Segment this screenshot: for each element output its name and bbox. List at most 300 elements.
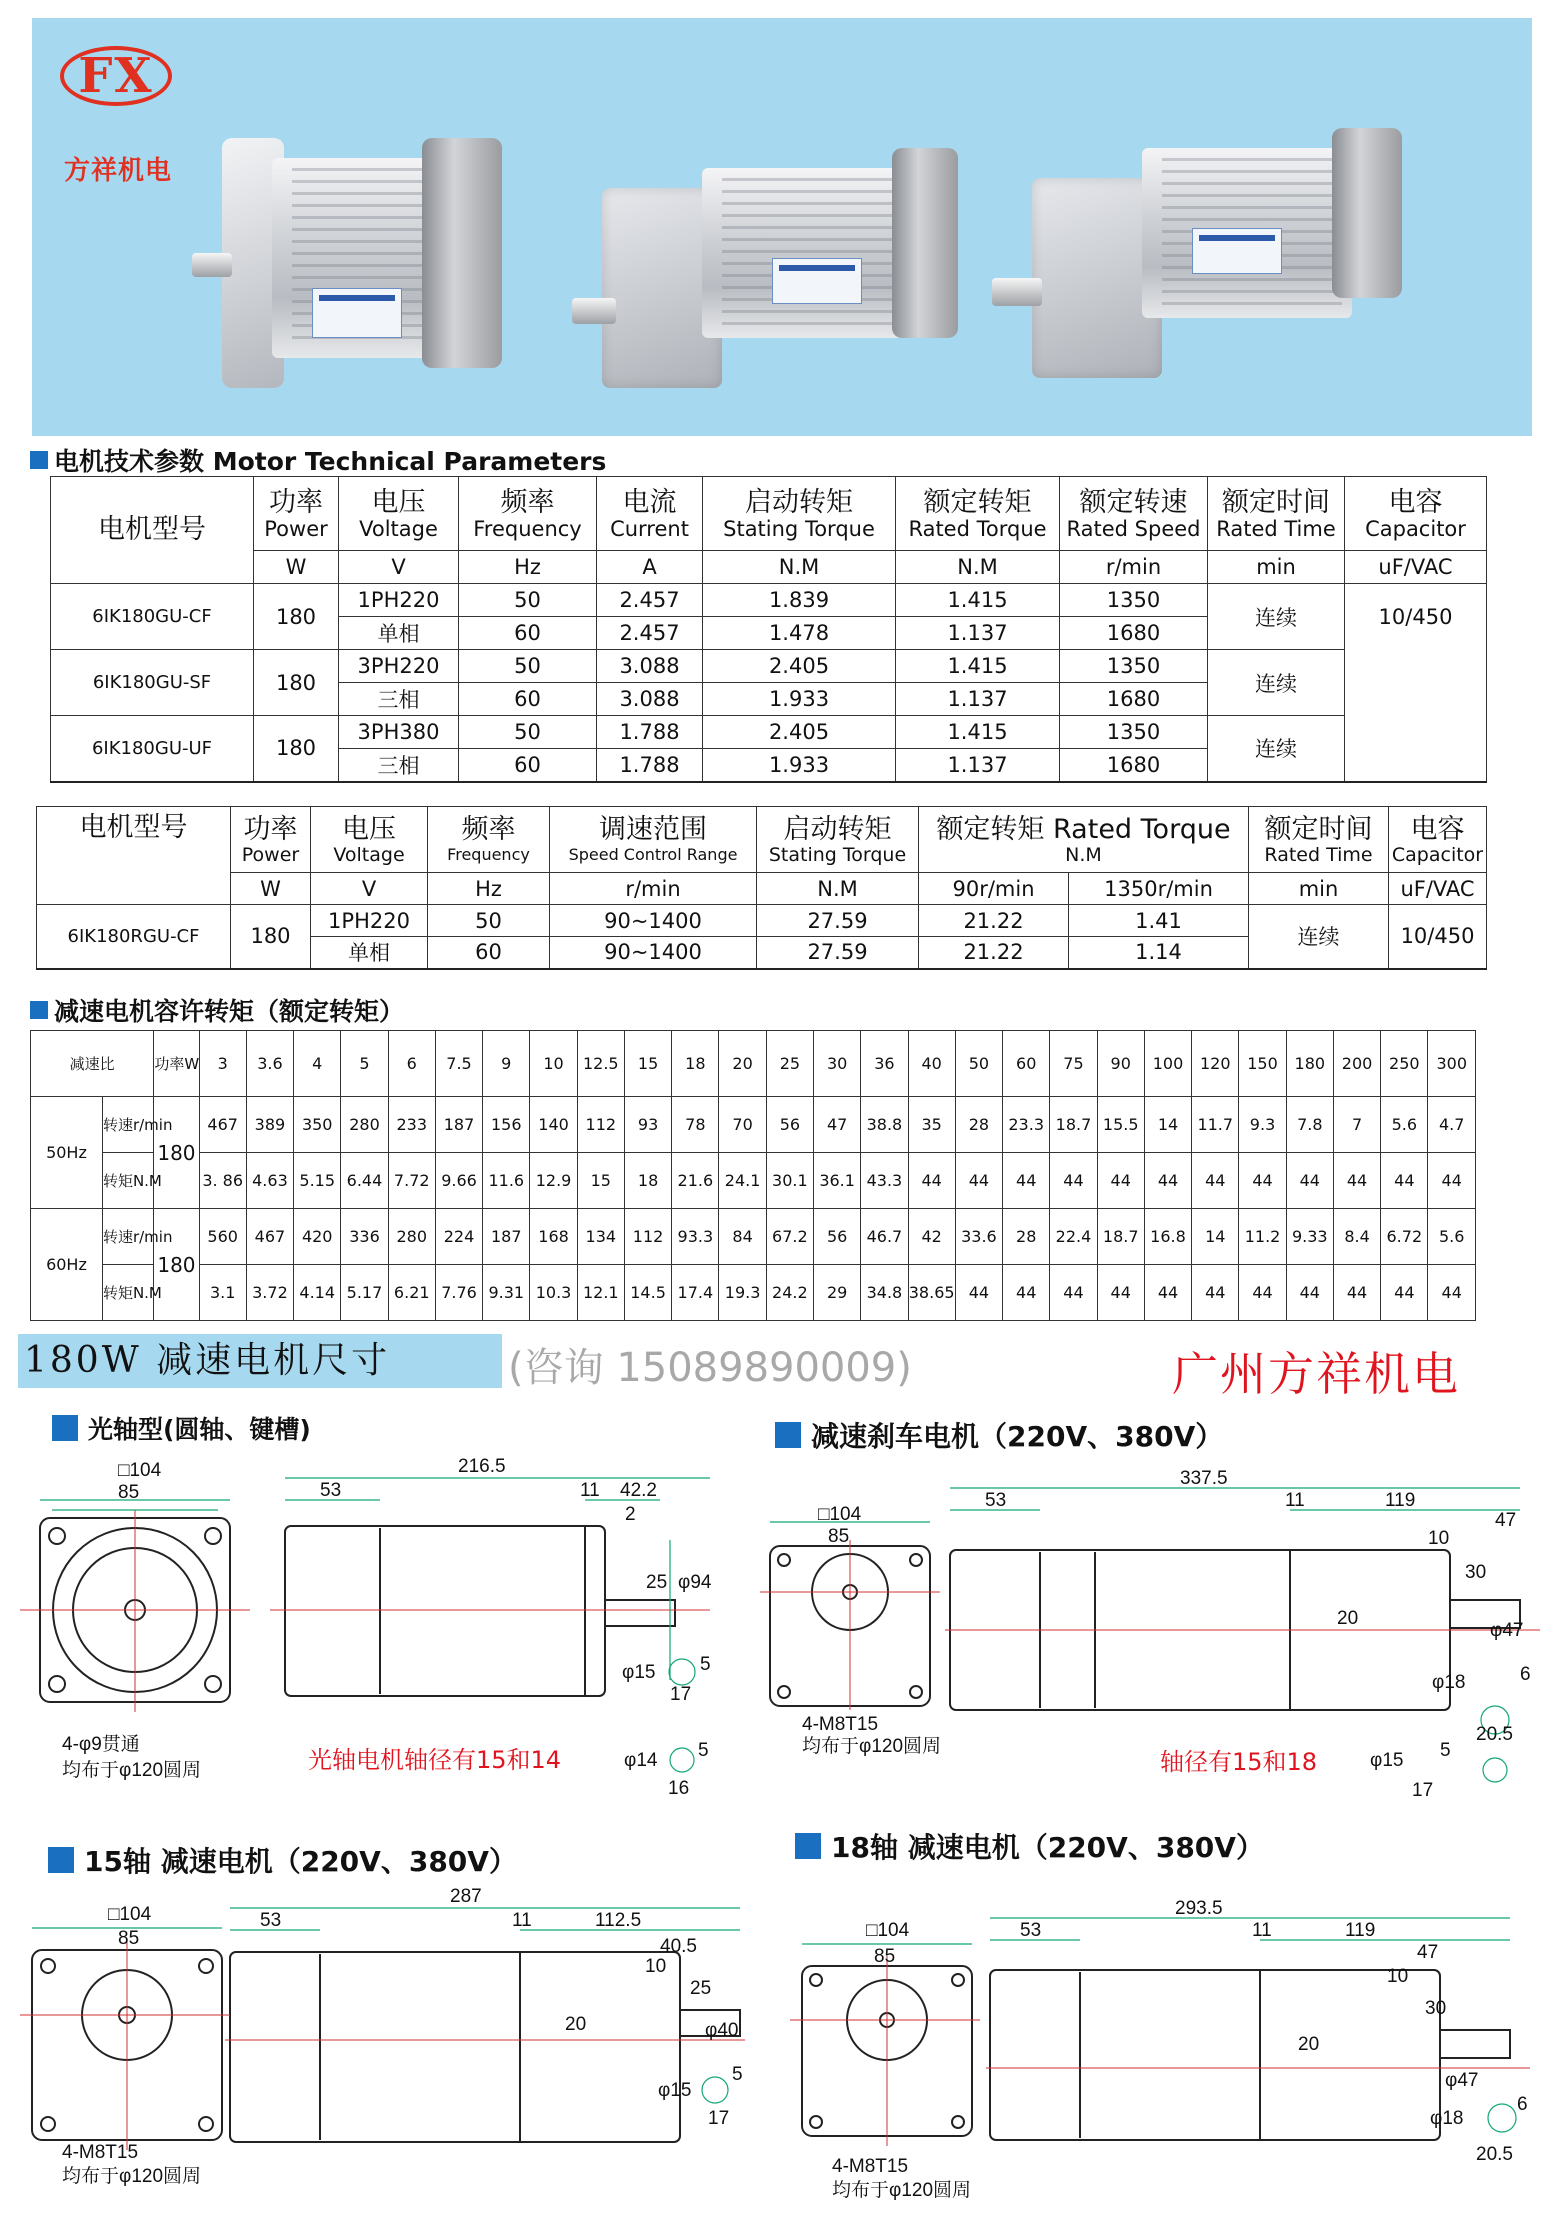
dim-label: 均布于φ120圆周 bbox=[802, 1736, 942, 1757]
unit-start-torque: N.M bbox=[703, 551, 896, 584]
dim-label: 4-M8T15 bbox=[832, 2156, 909, 2177]
torque-value: 10.3 bbox=[530, 1265, 577, 1321]
product-banner bbox=[32, 18, 1532, 436]
cap-cell bbox=[1345, 650, 1487, 716]
dim-label: 85 bbox=[118, 1482, 140, 1503]
ratio-cell: 40 bbox=[908, 1031, 955, 1097]
section-title-motor-params bbox=[30, 442, 606, 478]
speed-value: 156 bbox=[483, 1097, 530, 1153]
speed-label: 转速r/min bbox=[102, 1209, 153, 1265]
torque-value: 44 bbox=[1239, 1265, 1286, 1321]
speed-value: 140 bbox=[530, 1097, 577, 1153]
dim-label: 53 bbox=[1020, 1920, 1042, 1941]
speed-value: 467 bbox=[199, 1097, 246, 1153]
power-cell: 180 bbox=[254, 716, 339, 782]
th-ratio: 减速比 bbox=[31, 1031, 154, 1097]
speed-value: 112 bbox=[624, 1209, 671, 1265]
text-label: Voltage bbox=[333, 843, 405, 866]
speed-value: 4.7 bbox=[1428, 1097, 1476, 1153]
torque-value: 44 bbox=[1097, 1265, 1144, 1321]
table-cell: 21.22 bbox=[919, 937, 1069, 969]
torque-value: 44 bbox=[1192, 1265, 1239, 1321]
torque-value: 11.6 bbox=[483, 1153, 530, 1209]
dim-label: 119 bbox=[1385, 1490, 1416, 1511]
speed-value: 18.7 bbox=[1097, 1209, 1144, 1265]
time-cell: 连续 bbox=[1208, 650, 1345, 716]
dim-label: 10 bbox=[1428, 1528, 1450, 1549]
speed-value: 350 bbox=[294, 1097, 341, 1153]
power-cell: 180 bbox=[254, 584, 339, 650]
speed-value: 280 bbox=[341, 1097, 388, 1153]
table-cell: 2.457 bbox=[597, 617, 703, 650]
dim-label: 均布于φ120圆周 bbox=[62, 2166, 202, 2187]
text-label: 电流 bbox=[622, 486, 677, 518]
table-cell: Hz bbox=[428, 873, 550, 905]
text-label: 额定时间 bbox=[1222, 486, 1330, 518]
table-cell: 3PH380 bbox=[339, 716, 459, 749]
speed-value: 233 bbox=[388, 1097, 435, 1153]
ratio-cell: 9 bbox=[483, 1031, 530, 1097]
th-voltage bbox=[339, 477, 459, 551]
dim-label: 5 bbox=[1440, 1740, 1451, 1761]
power-cell: 180 bbox=[154, 1097, 199, 1209]
ratio-cell: 90 bbox=[1097, 1031, 1144, 1097]
torque-value: 18 bbox=[624, 1153, 671, 1209]
table-cell: 单相 bbox=[339, 617, 459, 650]
table-cell: N.M bbox=[757, 873, 919, 905]
speed-value: 28 bbox=[1003, 1209, 1050, 1265]
speed-value: 420 bbox=[294, 1209, 341, 1265]
unit-power: W bbox=[254, 551, 339, 584]
table-cell: 60 bbox=[428, 937, 550, 969]
text-label: 调速范围 bbox=[599, 813, 707, 845]
table-cell bbox=[1249, 807, 1389, 873]
text-label: Power bbox=[264, 516, 328, 541]
th-start-torque bbox=[703, 477, 896, 551]
ratio-cell: 250 bbox=[1381, 1031, 1428, 1097]
torque-value: 44 bbox=[1333, 1153, 1380, 1209]
torque-value: 44 bbox=[1003, 1153, 1050, 1209]
model-cell: 6IK180GU-SF bbox=[51, 650, 254, 716]
table-cell: 3.088 bbox=[597, 650, 703, 683]
torque-value: 44 bbox=[1003, 1265, 1050, 1321]
dim-label: 119 bbox=[1345, 1920, 1376, 1941]
speed-value: 67.2 bbox=[766, 1209, 813, 1265]
table-cell: 三相 bbox=[339, 683, 459, 716]
text-label: Capacitor bbox=[1391, 843, 1484, 866]
table-cell: 50 bbox=[459, 650, 597, 683]
company-name: 广州方祥机电 bbox=[1172, 1347, 1460, 1401]
table-cell: 1.839 bbox=[703, 584, 896, 617]
th-model: 电机型号 bbox=[51, 477, 254, 584]
motor-photo-gear-2 bbox=[992, 98, 1412, 398]
text-label: 15轴 减速电机（220V、380V） bbox=[84, 1845, 517, 1878]
table-cell: 60 bbox=[459, 617, 597, 650]
text-label: Stating Torque bbox=[768, 843, 907, 866]
dim-label: φ47 bbox=[1445, 2070, 1479, 2091]
table-cell: 10/450 bbox=[1389, 905, 1487, 969]
table-cell: 21.22 bbox=[919, 905, 1069, 937]
torque-value: 3.1 bbox=[199, 1265, 246, 1321]
speed-value: 18.7 bbox=[1050, 1097, 1097, 1153]
speed-value: 11.2 bbox=[1239, 1209, 1286, 1265]
dim-label: 20 bbox=[1298, 2034, 1320, 2055]
table-cell: 1.933 bbox=[703, 683, 896, 716]
dim-label: 42.2 bbox=[620, 1480, 657, 1501]
speed-value: 134 bbox=[577, 1209, 624, 1265]
speed-value: 5.6 bbox=[1381, 1097, 1428, 1153]
speed-value: 467 bbox=[246, 1209, 293, 1265]
table-cell: 90~1400 bbox=[550, 905, 757, 937]
dim-label: 11 bbox=[1285, 1490, 1305, 1511]
dim-label: φ94 bbox=[678, 1572, 712, 1593]
table-cell: 1.933 bbox=[703, 749, 896, 782]
ratio-cell: 6 bbox=[388, 1031, 435, 1097]
table-cell bbox=[428, 807, 550, 873]
speed-value: 280 bbox=[388, 1209, 435, 1265]
torque-value: 44 bbox=[1381, 1265, 1428, 1321]
table-cell: 1350 bbox=[1060, 716, 1208, 749]
torque-value: 21.6 bbox=[672, 1153, 719, 1209]
torque-value: 44 bbox=[1381, 1153, 1428, 1209]
dim-label: 85 bbox=[828, 1526, 850, 1547]
torque-value: 7.72 bbox=[388, 1153, 435, 1209]
torque-value: 15 bbox=[577, 1153, 624, 1209]
dim-label: 85 bbox=[118, 1928, 140, 1949]
table-cell: 1350 bbox=[1060, 650, 1208, 683]
table-cell: 1350 bbox=[1060, 584, 1208, 617]
table-cell: W bbox=[231, 873, 311, 905]
ratio-cell: 60 bbox=[1003, 1031, 1050, 1097]
torque-value: 44 bbox=[955, 1265, 1002, 1321]
torque-value: 44 bbox=[908, 1153, 955, 1209]
dim-label: 11 bbox=[580, 1480, 600, 1501]
dim-label: 53 bbox=[320, 1480, 342, 1501]
dim-label: □104 bbox=[866, 1920, 910, 1941]
speed-value: 56 bbox=[766, 1097, 813, 1153]
dim-label: 5 bbox=[698, 1740, 709, 1761]
text-label: 减速刹车电机（220V、380V） bbox=[811, 1420, 1224, 1453]
text-label: 功率 bbox=[243, 813, 298, 845]
section-title-allowable-torque bbox=[30, 992, 404, 1028]
dim-label: 53 bbox=[985, 1490, 1007, 1511]
dim-label: 293.5 bbox=[1175, 1898, 1223, 1919]
dim-label: □104 bbox=[108, 1904, 152, 1925]
speed-value: 93 bbox=[624, 1097, 671, 1153]
torque-value: 6.21 bbox=[388, 1265, 435, 1321]
text-label: 频率 bbox=[461, 813, 516, 845]
table-cell: 单相 bbox=[311, 937, 428, 969]
unit-voltage: V bbox=[339, 551, 459, 584]
cap-cell bbox=[1345, 716, 1487, 782]
text-label: Rated Torque bbox=[908, 516, 1047, 541]
ratio-cell: 12.5 bbox=[577, 1031, 624, 1097]
logo-text: FX bbox=[78, 48, 154, 104]
note-shaft-15-18: 轴径有15和18 bbox=[1160, 1748, 1318, 1776]
dim-label: 6 bbox=[1517, 2094, 1528, 2115]
power-cell: 180 bbox=[254, 650, 339, 716]
ratio-cell: 300 bbox=[1428, 1031, 1476, 1097]
table-cell bbox=[231, 807, 311, 873]
torque-label: 转矩N.M bbox=[102, 1153, 153, 1209]
dim-label: 6 bbox=[1520, 1664, 1531, 1685]
table-cell: 3.088 bbox=[597, 683, 703, 716]
unit-rated-time: min bbox=[1208, 551, 1345, 584]
unit-capacitor: uF/VAC bbox=[1345, 551, 1487, 584]
speed-value: 35 bbox=[908, 1097, 955, 1153]
table-cell: 90~1400 bbox=[550, 937, 757, 969]
table-cell bbox=[311, 807, 428, 873]
unit-frequency: Hz bbox=[459, 551, 597, 584]
ratio-cell: 75 bbox=[1050, 1031, 1097, 1097]
ratio-cell: 30 bbox=[814, 1031, 861, 1097]
torque-value: 44 bbox=[1050, 1153, 1097, 1209]
torque-value: 3. 86 bbox=[199, 1153, 246, 1209]
table-cell: 50 bbox=[459, 584, 597, 617]
unit-rated-torque: N.M bbox=[896, 551, 1060, 584]
drawing-title-18shaft bbox=[795, 1826, 1264, 1866]
logo-subtitle: 方祥机电 bbox=[64, 156, 173, 186]
torque-value: 12.1 bbox=[577, 1265, 624, 1321]
dim-label: 30 bbox=[1425, 1998, 1447, 2019]
ratio-cell: 120 bbox=[1192, 1031, 1239, 1097]
dim-label: φ15 bbox=[1370, 1750, 1404, 1771]
dim-label: 均布于φ120圆周 bbox=[832, 2180, 972, 2201]
speed-value: 16.8 bbox=[1144, 1209, 1191, 1265]
text-label: N.M bbox=[1065, 843, 1102, 866]
dim-label: 4-M8T15 bbox=[62, 2142, 139, 2163]
torque-value: 44 bbox=[1333, 1265, 1380, 1321]
text-label: Rated Time bbox=[1264, 843, 1373, 866]
dim-label: 5 bbox=[700, 1654, 711, 1675]
dim-label: φ14 bbox=[624, 1750, 658, 1771]
speed-value: 11.7 bbox=[1192, 1097, 1239, 1153]
speed-value: 47 bbox=[814, 1097, 861, 1153]
table-cell: 1.137 bbox=[896, 749, 1060, 782]
section-title-text: 减速电机容许转矩（额定转矩） bbox=[54, 997, 405, 1026]
speed-value: 56 bbox=[814, 1209, 861, 1265]
th-rated-speed bbox=[1060, 477, 1208, 551]
th2-model: 电机型号 bbox=[37, 807, 231, 905]
dim-label: φ18 bbox=[1430, 2108, 1464, 2129]
table-cell: 1.788 bbox=[597, 749, 703, 782]
speed-value: 187 bbox=[435, 1097, 482, 1153]
speed-value: 78 bbox=[672, 1097, 719, 1153]
dim-label: 85 bbox=[874, 1946, 896, 1967]
dim-label: 47 bbox=[1495, 1510, 1517, 1531]
dim-label: 337.5 bbox=[1180, 1468, 1228, 1489]
dim-label: 287 bbox=[450, 1886, 482, 1907]
drawing-18-shaft bbox=[790, 1890, 1540, 2220]
table-cell: 1350r/min bbox=[1069, 873, 1249, 905]
torque-value: 24.1 bbox=[719, 1153, 766, 1209]
dim-label: □104 bbox=[818, 1504, 862, 1525]
torque-value: 24.2 bbox=[766, 1265, 813, 1321]
section-square-icon bbox=[30, 451, 48, 469]
torque-value: 30.1 bbox=[766, 1153, 813, 1209]
dim-label: 25 bbox=[646, 1572, 668, 1593]
drawing-brake-motor bbox=[760, 1460, 1550, 1820]
th-power bbox=[254, 477, 339, 551]
power-cell: 180 bbox=[154, 1209, 199, 1321]
table-cell: 2.405 bbox=[703, 650, 896, 683]
speed-value: 5.6 bbox=[1428, 1209, 1476, 1265]
dim-label: 20 bbox=[1337, 1608, 1359, 1629]
text-label: Stating Torque bbox=[723, 516, 875, 541]
text-label: Rated Speed bbox=[1066, 516, 1201, 541]
text-label: 额定转速 bbox=[1079, 486, 1188, 518]
table-cell: 1.415 bbox=[896, 716, 1060, 749]
speed-value: 42 bbox=[908, 1209, 955, 1265]
torque-value: 44 bbox=[1239, 1153, 1286, 1209]
speed-value: 33.6 bbox=[955, 1209, 1002, 1265]
torque-value: 4.63 bbox=[246, 1153, 293, 1209]
torque-value: 44 bbox=[1050, 1265, 1097, 1321]
gear-torque-table bbox=[30, 1030, 1476, 1321]
torque-value: 3.72 bbox=[246, 1265, 293, 1321]
th-rated-time bbox=[1208, 477, 1345, 551]
torque-value: 44 bbox=[1192, 1153, 1239, 1209]
dimensions-title: 180W 减速电机尺寸 bbox=[18, 1334, 502, 1388]
table-cell: 1.788 bbox=[597, 716, 703, 749]
dim-label: 11 bbox=[512, 1910, 532, 1931]
torque-value: 4.14 bbox=[294, 1265, 341, 1321]
dim-label: 20.5 bbox=[1476, 2144, 1513, 2165]
speed-control-table bbox=[36, 806, 1487, 970]
dim-label: 11 bbox=[1252, 1920, 1272, 1941]
text-label: 电压 bbox=[371, 486, 426, 518]
speed-value: 38.8 bbox=[861, 1097, 908, 1153]
speed-value: 6.72 bbox=[1381, 1209, 1428, 1265]
section-title-text: 电机技术参数 Motor Technical Parameters bbox=[54, 447, 607, 476]
dim-label: 17 bbox=[670, 1684, 692, 1705]
ratio-cell: 4 bbox=[294, 1031, 341, 1097]
speed-value: 22.4 bbox=[1050, 1209, 1097, 1265]
table-cell: 60 bbox=[459, 683, 597, 716]
dim-label: 47 bbox=[1417, 1942, 1439, 1963]
dim-label: 30 bbox=[1465, 1562, 1487, 1583]
table-cell: 27.59 bbox=[757, 937, 919, 969]
ratio-cell: 100 bbox=[1144, 1031, 1191, 1097]
torque-value: 38.65 bbox=[908, 1265, 955, 1321]
table-cell: 27.59 bbox=[757, 905, 919, 937]
table-cell: 1.41 bbox=[1069, 905, 1249, 937]
text-label: 电容 bbox=[1388, 486, 1443, 518]
torque-value: 6.44 bbox=[341, 1153, 388, 1209]
torque-label: 转矩N.M bbox=[102, 1265, 153, 1321]
speed-value: 560 bbox=[199, 1209, 246, 1265]
speed-value: 112 bbox=[577, 1097, 624, 1153]
dim-label: 5 bbox=[732, 2064, 743, 2085]
ratio-cell: 18 bbox=[672, 1031, 719, 1097]
table-cell: V bbox=[311, 873, 428, 905]
text-label: 额定转矩 Rated Torque bbox=[936, 813, 1231, 845]
dim-label: 40.5 bbox=[660, 1936, 697, 1957]
table-cell: 1680 bbox=[1060, 683, 1208, 716]
speed-value: 336 bbox=[341, 1209, 388, 1265]
torque-value: 9.31 bbox=[483, 1265, 530, 1321]
speed-value: 389 bbox=[246, 1097, 293, 1153]
th-frequency bbox=[459, 477, 597, 551]
speed-value: 168 bbox=[530, 1209, 577, 1265]
ratio-cell: 3.6 bbox=[246, 1031, 293, 1097]
text-label: Speed Control Range bbox=[568, 844, 738, 864]
speed-value: 14 bbox=[1144, 1097, 1191, 1153]
drawing-title-plain-shaft bbox=[52, 1410, 311, 1446]
table-cell bbox=[757, 807, 919, 873]
table-cell: 连续 bbox=[1249, 905, 1389, 969]
table-cell: 1.14 bbox=[1069, 937, 1249, 969]
table-cell: r/min bbox=[550, 873, 757, 905]
ratio-cell: 15 bbox=[624, 1031, 671, 1097]
ratio-cell: 50 bbox=[955, 1031, 1002, 1097]
ratio-cell: 5 bbox=[341, 1031, 388, 1097]
dim-label: 2 bbox=[625, 1504, 636, 1525]
table-cell: 1.137 bbox=[896, 617, 1060, 650]
text-label: Capacitor bbox=[1365, 516, 1466, 541]
brand-logo bbox=[52, 38, 182, 186]
text-label: 频率 bbox=[500, 486, 555, 518]
text-label: Power bbox=[241, 843, 300, 866]
table-cell: 三相 bbox=[339, 749, 459, 782]
speed-value: 7.8 bbox=[1286, 1097, 1333, 1153]
text-label: 光轴型(圆轴、键槽) bbox=[88, 1415, 311, 1444]
torque-value: 44 bbox=[1144, 1265, 1191, 1321]
text-label: 额定时间 bbox=[1264, 813, 1373, 845]
table-cell: 180 bbox=[231, 905, 311, 969]
ratio-cell: 3 bbox=[199, 1031, 246, 1097]
drawing-title-15shaft bbox=[48, 1840, 517, 1880]
torque-value: 44 bbox=[1144, 1153, 1191, 1209]
torque-value: 44 bbox=[955, 1153, 1002, 1209]
speed-value: 15.5 bbox=[1097, 1097, 1144, 1153]
table-cell: 1.415 bbox=[896, 650, 1060, 683]
ratio-cell: 7.5 bbox=[435, 1031, 482, 1097]
table-cell: 60 bbox=[459, 749, 597, 782]
model-cell: 6IK180GU-UF bbox=[51, 716, 254, 782]
torque-value: 14.5 bbox=[624, 1265, 671, 1321]
text-label: Frequency bbox=[447, 844, 530, 864]
drawing-15-shaft bbox=[20, 1880, 750, 2210]
speed-value: 70 bbox=[719, 1097, 766, 1153]
table-cell bbox=[1389, 807, 1487, 873]
freq-cell: 50Hz bbox=[31, 1097, 103, 1209]
torque-value: 43.3 bbox=[861, 1153, 908, 1209]
speed-value: 28 bbox=[955, 1097, 1002, 1153]
dim-label: φ15 bbox=[658, 2080, 692, 2101]
time-cell: 连续 bbox=[1208, 584, 1345, 650]
torque-value: 5.17 bbox=[341, 1265, 388, 1321]
speed-value: 23.3 bbox=[1003, 1097, 1050, 1153]
torque-value: 19.3 bbox=[719, 1265, 766, 1321]
torque-value: 44 bbox=[1286, 1265, 1333, 1321]
ratio-cell: 180 bbox=[1286, 1031, 1333, 1097]
motor-photo-flange bbox=[192, 98, 522, 398]
torque-value: 7.76 bbox=[435, 1265, 482, 1321]
ratio-cell: 36 bbox=[861, 1031, 908, 1097]
model-cell: 6IK180RGU-CF bbox=[37, 905, 231, 969]
unit-rated-speed: r/min bbox=[1060, 551, 1208, 584]
ratio-cell: 20 bbox=[719, 1031, 766, 1097]
time-cell: 连续 bbox=[1208, 716, 1345, 782]
table-cell: 2.405 bbox=[703, 716, 896, 749]
table-cell: 1PH220 bbox=[339, 584, 459, 617]
consult-phone: (咨询 15089890009) bbox=[508, 1345, 912, 1391]
dim-label: 均布于φ120圆周 bbox=[62, 1760, 202, 1781]
speed-value: 187 bbox=[483, 1209, 530, 1265]
dim-label: φ47 bbox=[1490, 1620, 1524, 1641]
dim-label: φ15 bbox=[622, 1662, 656, 1683]
